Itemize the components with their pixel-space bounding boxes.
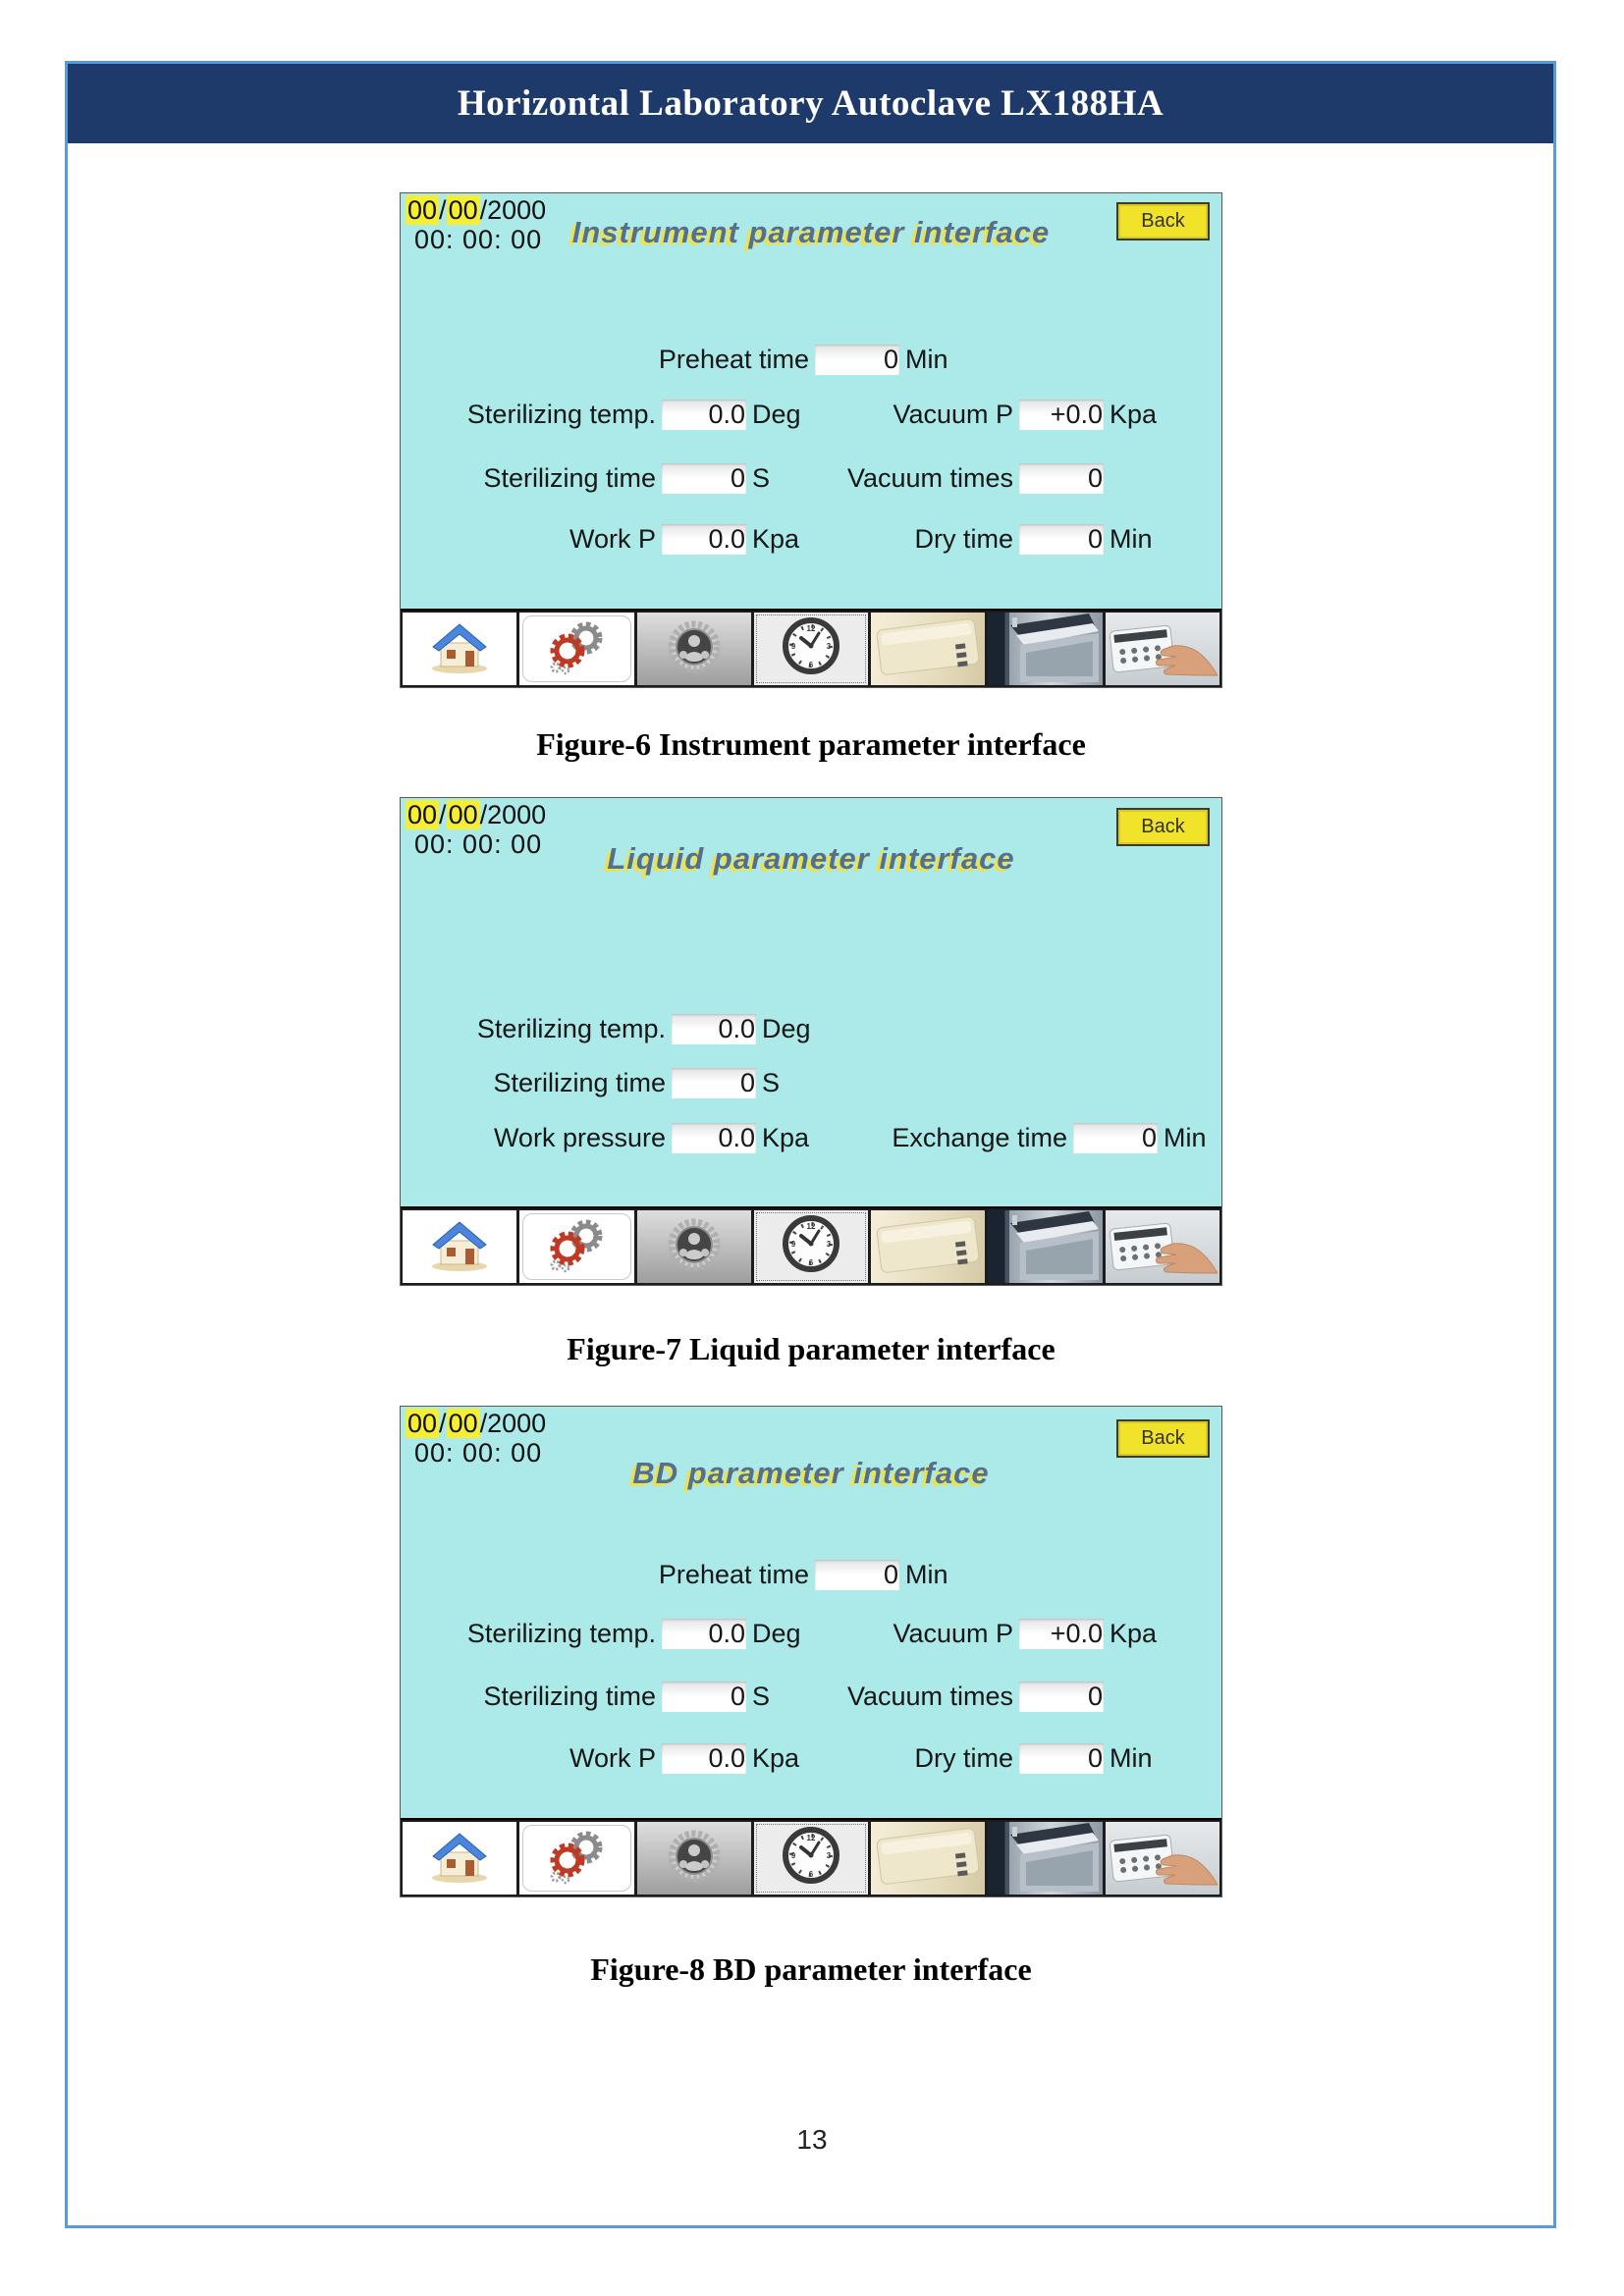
time-text: 00: 00: 00 <box>414 829 543 859</box>
field-value-box[interactable] <box>1019 1682 1104 1712</box>
gears-icon <box>544 1216 609 1278</box>
field-value-box[interactable] <box>1019 1619 1104 1649</box>
touch-keypad-icon <box>1108 613 1218 685</box>
svg-text:12: 12 <box>806 623 816 633</box>
field-unit: Min <box>905 344 948 374</box>
field-vacuum-times <box>806 461 1110 495</box>
field-vacuum-times <box>806 1680 1110 1713</box>
field-value-box[interactable] <box>1019 524 1104 555</box>
toolbar-recorder-button[interactable] <box>871 613 985 685</box>
svg-text:12: 12 <box>806 1221 816 1231</box>
toolbar-user-button[interactable] <box>637 1822 751 1895</box>
field-label: Sterilizing temp. <box>476 1013 666 1043</box>
back-button[interactable]: Back <box>1116 202 1210 240</box>
svg-text:6: 6 <box>808 660 814 669</box>
screen-title: Instrument parameter interface <box>571 215 1051 249</box>
gears-icon <box>544 1828 609 1890</box>
svg-text:3: 3 <box>826 1850 832 1860</box>
toolbar-clock-button[interactable] <box>754 1822 868 1895</box>
field-value: 0 <box>1087 523 1103 554</box>
field-preheat-time <box>548 343 948 376</box>
toolbar-home-button[interactable] <box>403 1210 516 1283</box>
field-value: 0.0 <box>708 523 745 554</box>
field-unit: Deg <box>752 1618 801 1648</box>
bd-parameter-screen <box>400 1406 1222 1897</box>
field-value-box[interactable] <box>1019 1743 1104 1774</box>
field-label: Dry time <box>914 523 1013 554</box>
toolbar-settings-button[interactable] <box>519 1210 633 1283</box>
user-gear-icon <box>663 1215 726 1279</box>
toolbar-door-button[interactable] <box>988 613 1102 685</box>
field-label: Work pressure <box>493 1122 666 1152</box>
recorder-icon <box>873 1822 983 1895</box>
field-unit: Min <box>905 1559 948 1589</box>
field-label: Sterilizing temp. <box>466 1618 656 1648</box>
date-separator: / <box>439 800 447 829</box>
date-year: 2000 <box>487 195 547 225</box>
toolbar-home-button[interactable] <box>403 613 516 685</box>
door-icon <box>991 1822 1101 1895</box>
field-label: Sterilizing time <box>483 462 656 493</box>
field-unit: Kpa <box>1110 399 1158 429</box>
field-dry-time <box>806 1741 1153 1775</box>
field-value: +0.0 <box>1050 399 1103 429</box>
field-dry-time <box>806 522 1153 556</box>
field-value-box[interactable] <box>1073 1123 1158 1153</box>
svg-text:3: 3 <box>826 641 832 651</box>
date-month: 00 <box>407 800 438 829</box>
page-number: 13 <box>796 2124 828 2155</box>
field-value-box[interactable] <box>662 1743 746 1774</box>
touch-keypad-icon <box>1108 1210 1218 1283</box>
svg-text:3: 3 <box>826 1239 832 1249</box>
field-sterilizing-time <box>410 1066 780 1099</box>
liquid-parameter-screen <box>400 797 1222 1286</box>
screen-title: Liquid parameter interface <box>607 841 1015 876</box>
field-value-box[interactable] <box>1019 463 1104 494</box>
date-day: 00 <box>448 800 478 829</box>
door-icon <box>991 613 1101 685</box>
field-value-box[interactable] <box>662 524 746 555</box>
recorder-icon <box>873 1210 983 1283</box>
field-label: Exchange time <box>892 1122 1067 1152</box>
field-value: 0.0 <box>708 1742 745 1773</box>
field-vacuum-p <box>806 398 1157 431</box>
field-unit: Deg <box>762 1013 811 1043</box>
field-unit: S <box>752 1681 771 1711</box>
figure-7-caption: Figure-7 Liquid parameter interface <box>567 1331 1056 1366</box>
recorder-icon <box>873 613 983 685</box>
field-value: 0 <box>1141 1122 1157 1152</box>
field-label: Sterilizing time <box>493 1067 666 1097</box>
svg-text:9: 9 <box>790 1850 796 1860</box>
field-value-box[interactable] <box>672 1014 756 1044</box>
field-sterilizing-temp <box>410 1012 811 1045</box>
field-value: 0 <box>730 1681 745 1711</box>
home-icon <box>425 617 494 681</box>
field-value-box[interactable] <box>662 1619 746 1649</box>
toolbar-touch-button[interactable] <box>1106 1822 1219 1895</box>
user-gear-icon <box>663 617 726 681</box>
user-gear-icon <box>663 1827 726 1891</box>
date-day: 00 <box>448 195 478 225</box>
back-button[interactable]: Back <box>1116 808 1210 846</box>
field-value-box[interactable] <box>662 1682 746 1712</box>
field-preheat-time <box>548 1558 948 1591</box>
field-label: Sterilizing time <box>483 1681 656 1711</box>
bottom-toolbar <box>401 609 1221 687</box>
date-text <box>406 1409 546 1438</box>
toolbar-home-button[interactable] <box>403 1822 516 1895</box>
field-sterilizing-temp <box>401 398 801 431</box>
field-unit: Min <box>1110 1742 1153 1773</box>
field-value: 0.0 <box>708 1618 745 1648</box>
date-month: 00 <box>407 1409 438 1438</box>
field-label: Vacuum times <box>846 462 1013 493</box>
toolbar-clock-button[interactable] <box>754 613 868 685</box>
field-unit: Kpa <box>752 1742 800 1773</box>
svg-text:6: 6 <box>808 1257 814 1267</box>
clock-icon <box>779 616 843 682</box>
bottom-toolbar <box>401 1206 1221 1285</box>
field-value-box[interactable] <box>662 463 746 494</box>
time-text: 00: 00: 00 <box>414 1438 543 1468</box>
field-unit: Deg <box>752 399 801 429</box>
field-value-box[interactable] <box>815 345 899 375</box>
svg-text:12: 12 <box>806 1833 816 1842</box>
header-banner <box>68 64 1553 143</box>
field-value: 0 <box>1087 1742 1103 1773</box>
field-value-box[interactable] <box>815 1560 899 1590</box>
svg-text:9: 9 <box>790 641 796 651</box>
field-value: 0.0 <box>708 399 745 429</box>
field-unit: S <box>762 1067 781 1097</box>
figure-6-caption: Figure-6 Instrument parameter interface <box>536 726 1086 762</box>
field-work-p <box>401 522 799 556</box>
date-year: 2000 <box>487 1409 547 1438</box>
field-value-box[interactable] <box>1019 400 1104 430</box>
field-sterilizing-temp <box>401 1617 801 1650</box>
door-icon <box>991 1210 1101 1283</box>
field-vacuum-p <box>806 1617 1157 1650</box>
home-icon <box>425 1827 494 1891</box>
field-label: Preheat time <box>658 344 809 374</box>
field-work-p <box>401 1741 799 1775</box>
field-value: 0 <box>730 462 745 493</box>
field-unit: Min <box>1164 1122 1207 1152</box>
field-value-box[interactable] <box>672 1068 756 1098</box>
time-text: 00: 00: 00 <box>414 225 543 254</box>
back-button[interactable]: Back <box>1116 1419 1210 1458</box>
date-separator: / <box>479 800 488 829</box>
date-separator: / <box>479 1409 488 1438</box>
field-unit: Min <box>1110 523 1153 554</box>
field-work-pressure <box>410 1121 809 1154</box>
field-value: 0 <box>883 344 898 374</box>
toolbar-recorder-button[interactable] <box>871 1210 985 1283</box>
toolbar-clock-button[interactable] <box>754 1210 868 1283</box>
date-separator: / <box>439 195 447 225</box>
clock-icon <box>779 1826 843 1892</box>
date-month: 00 <box>407 195 438 225</box>
date-separator: / <box>439 1409 447 1438</box>
toolbar-door-button[interactable] <box>988 1822 1102 1895</box>
field-exchange-time <box>860 1121 1207 1154</box>
instrument-parameter-screen <box>400 192 1222 688</box>
figure-8-caption: Figure-8 BD parameter interface <box>590 1951 1032 1987</box>
page-title: Horizontal Laboratory Autoclave LX188HA <box>457 83 1164 124</box>
field-label: Work P <box>568 1742 656 1773</box>
field-sterilizing-time <box>401 1680 770 1713</box>
field-value: 0.0 <box>718 1122 755 1152</box>
toolbar-settings-button[interactable] <box>519 1822 633 1895</box>
field-value-box[interactable] <box>662 400 746 430</box>
svg-text:9: 9 <box>790 1239 796 1249</box>
date-year: 2000 <box>487 800 547 829</box>
svg-text:6: 6 <box>808 1869 814 1879</box>
field-unit: S <box>752 462 771 493</box>
screen-title: BD parameter interface <box>632 1456 990 1490</box>
date-text <box>406 800 546 829</box>
field-sterilizing-time <box>401 461 770 495</box>
toolbar-recorder-button[interactable] <box>871 1822 985 1895</box>
field-value: 0 <box>1087 462 1103 493</box>
field-label: Preheat time <box>658 1559 809 1589</box>
field-value-box[interactable] <box>672 1123 756 1153</box>
date-day: 00 <box>448 1409 478 1438</box>
field-value: 0.0 <box>718 1013 755 1043</box>
touch-keypad-icon <box>1108 1822 1218 1895</box>
toolbar-touch-button[interactable] <box>1106 613 1219 685</box>
toolbar-settings-button[interactable] <box>519 613 633 685</box>
field-label: Vacuum P <box>893 1618 1013 1648</box>
field-label: Sterilizing temp. <box>466 399 656 429</box>
field-value: 0 <box>739 1067 755 1097</box>
toolbar-door-button[interactable] <box>988 1210 1102 1283</box>
field-label: Work P <box>568 523 656 554</box>
field-unit: Kpa <box>1110 1618 1158 1648</box>
toolbar-touch-button[interactable] <box>1106 1210 1219 1283</box>
field-value: 0 <box>883 1559 898 1589</box>
bottom-toolbar <box>401 1818 1221 1896</box>
field-label: Vacuum P <box>893 399 1013 429</box>
field-label: Dry time <box>914 1742 1013 1773</box>
field-value: +0.0 <box>1050 1618 1103 1648</box>
field-unit: Kpa <box>762 1122 810 1152</box>
date-separator: / <box>479 195 488 225</box>
toolbar-user-button[interactable] <box>637 1210 751 1283</box>
field-label: Vacuum times <box>846 1681 1013 1711</box>
gears-icon <box>544 618 609 680</box>
clock-icon <box>779 1214 843 1280</box>
toolbar-user-button[interactable] <box>637 613 751 685</box>
field-value: 0 <box>1087 1681 1103 1711</box>
home-icon <box>425 1215 494 1279</box>
field-unit: Kpa <box>752 523 800 554</box>
